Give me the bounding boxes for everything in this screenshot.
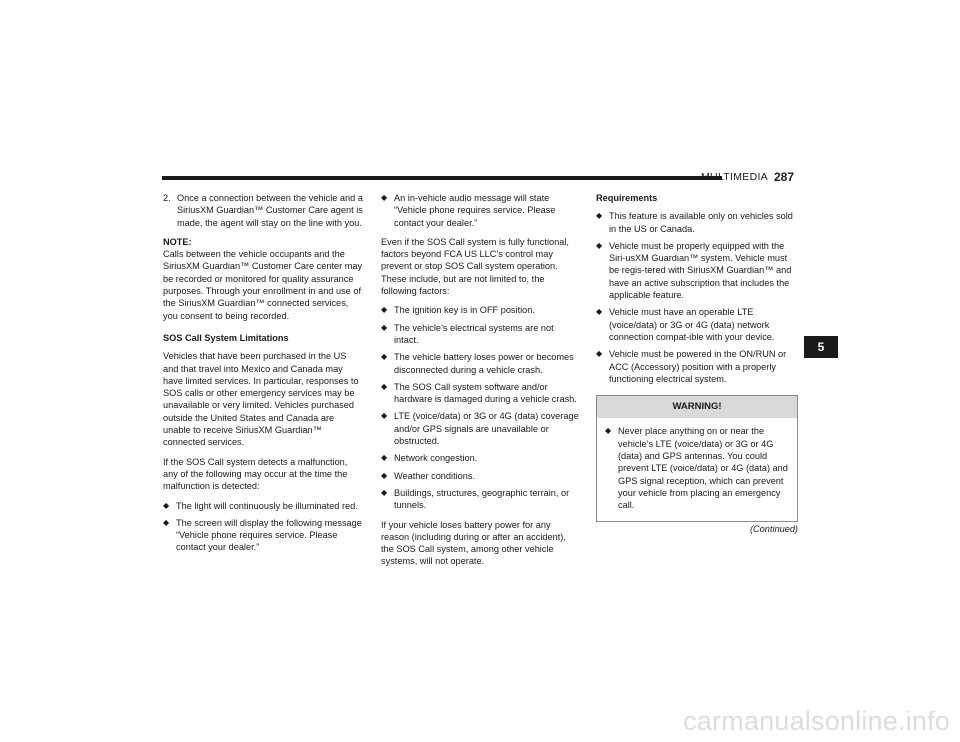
step-text: Once a connection between the vehicle and a SiriusXM Guardian™ Customer Care agent is made, the agent will stay on the line with you. [177, 193, 363, 228]
bullet-icon: ◆ [605, 426, 612, 436]
malfunction-list [163, 500, 363, 554]
list-item: ◆ Vehicle must be powered in the ON/RUN or ACC (Accessory) position with a properly functioning electrical system. [596, 349, 787, 384]
column-right [596, 192, 798, 535]
factors-paragraph: Even if the SOS Call system is fully functional, factors beyond FCA US LLC’s control may prevent or stop SOS Call system operation. These include, but are not limited to, the following factors: [381, 236, 569, 297]
step-number: 2. [163, 193, 171, 203]
list-item: ◆ This feature is available only on vehicles sold in the US or Canada. [596, 211, 793, 234]
continued-label: (Continued) [749, 523, 798, 534]
list-item: ◆ Vehicle must be properly equipped with the Siri-usXM Guardian™ system. Vehicle must be regis-tered with SiriusXM Guardian™ and have an active subscription that includes the applicable feature. [596, 240, 792, 301]
list-item: ◆ LTE (voice/data) or 3G or 4G (data) coverage and/or GPS signals are unavailable or obstructed. [381, 411, 579, 447]
warning-title: WARNING! [597, 396, 797, 418]
list-item: ◆ Network congestion. [381, 453, 478, 464]
list-item: ◆ The ignition key is in OFF position. [381, 305, 535, 316]
list-item: ◆ Never place anything on or near the vehicle’s LTE (voice/data) or 3G or 4G (data) and GPS antennas. You could prevent LTE (voice/data) or 4G (data) and GPS signal reception, which can prevent your vehicle from placing an emergency call. [605, 426, 788, 511]
list-item: ◆ The SOS Call system software and/or hardware is damaged during a vehicle crash. [381, 381, 577, 405]
bullet-icon: ◆ [163, 500, 170, 510]
chapter-tab: 5 [804, 336, 838, 358]
limitations-heading: SOS Call System Limitations [163, 332, 289, 343]
bullet-icon: ◆ [596, 240, 603, 250]
bullet-icon: ◆ [381, 411, 388, 421]
bullet-icon: ◆ [596, 211, 603, 221]
bullet-icon: ◆ [596, 349, 603, 359]
bullet-icon: ◆ [381, 193, 388, 202]
list-item: ◆ The vehicle battery loses power or becomes disconnected during a vehicle crash. [381, 352, 574, 375]
warning-body [597, 418, 797, 520]
section-title: MULTIMEDIA [701, 171, 768, 183]
bullet-icon: ◆ [381, 322, 388, 332]
warning-box [596, 395, 798, 521]
list-item: ◆ Weather conditions. [381, 470, 476, 481]
column-middle [381, 192, 579, 575]
list-item: ◆ Buildings, structures, geographic terrain, or tunnels. [381, 487, 570, 511]
list-item: ◆ An in-vehicle audio message will state “Vehicle phone requires service. Please contact your dealer.” [381, 193, 556, 228]
list-item: ◆ The screen will display the following message “Vehicle phone requires service. Please contact your dealer.” [163, 517, 362, 553]
bullet-icon: ◆ [381, 352, 388, 362]
bullet-icon: ◆ [381, 381, 388, 391]
bullet-icon: ◆ [381, 470, 388, 480]
bullet-icon: ◆ [596, 307, 603, 317]
note-heading: NOTE: [163, 236, 192, 247]
bullet-icon: ◆ [381, 453, 388, 463]
list-item: ◆ The light will continuously be illuminated red. [163, 500, 358, 511]
page-number: 287 [774, 170, 795, 184]
warning-list [605, 425, 789, 511]
bullet-icon: ◆ [163, 517, 170, 527]
factors-list [381, 304, 579, 511]
malfunction-paragraph: If the SOS Call system detects a malfunction, any of the following may occur at the time the malfunction is detected: [163, 456, 348, 492]
bullet-icon: ◆ [381, 305, 388, 315]
requirements-list [596, 210, 798, 385]
requirements-heading: Requirements [596, 193, 658, 203]
list-item: ◆ The vehicle’s electrical systems are not intact. [381, 322, 554, 345]
malfunction-list-continued [381, 192, 579, 229]
limitations-paragraph: Vehicles that have been purchased in the US and that travel into Mexico and Canada may have limited services. In particular, responses to SOS calls or other emergency services may be unavailable or very limited. Vehicles purchased outside the United States and Canada are unable to receive SiriusXM Guardian™ connected services. [163, 351, 359, 448]
battery-paragraph: If your vehicle loses battery power for any reason (including during or after an accident), the SOS Call system, among other vehicle systems, will not operate. [381, 519, 566, 567]
column-left [163, 192, 363, 561]
list-item: ◆ Vehicle must have an operable LTE (voice/data) or 3G or 4G (data) network connection compat-ible with your device. [596, 307, 775, 342]
bullet-icon: ◆ [381, 487, 388, 497]
numbered-step [163, 192, 363, 229]
watermark: carmanualsonline.info [683, 706, 950, 736]
note-text: Calls between the vehicle occupants and the SiriusXM Guardian™ Customer Care center may be recorded or monitored for quality assurance purposes. Through your enrollment in and use of the SiriusXM Guardian™ connected services, you consent to being recorded. [163, 249, 363, 321]
